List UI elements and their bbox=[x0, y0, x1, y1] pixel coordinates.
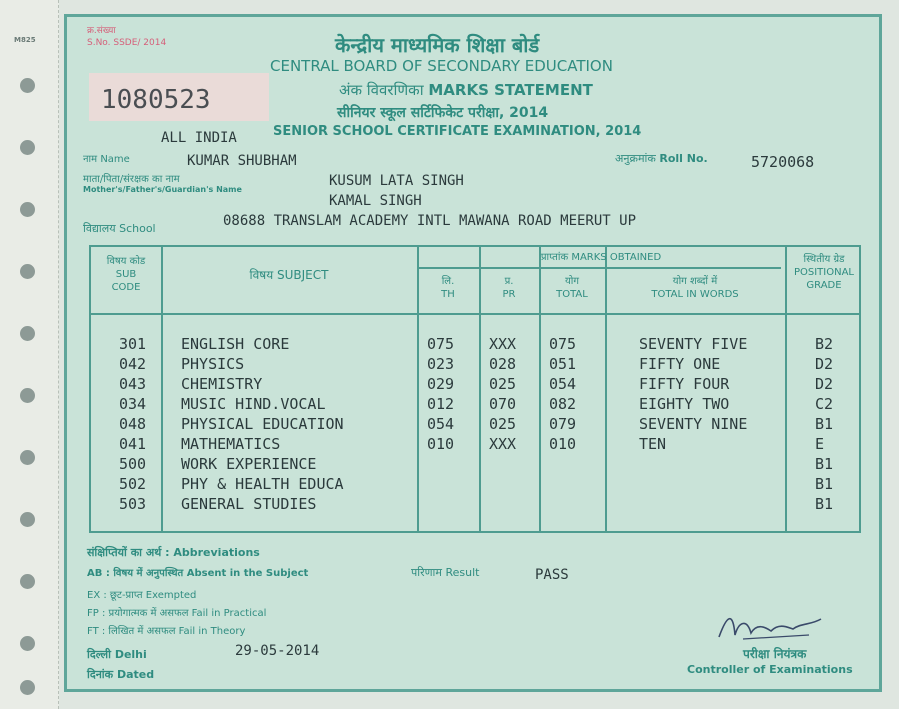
controller-signature bbox=[713, 605, 833, 645]
abbreviation-fp: FP : प्रयोगात्मक में असफल Fail in Practical bbox=[87, 608, 267, 619]
sub-code-header: विषय कोड SUB CODE bbox=[106, 256, 146, 293]
perforation-hole bbox=[20, 512, 35, 527]
serial-number: क्र.संख्या S.No. SSDE/ 2014 bbox=[87, 26, 167, 48]
roll-label: अनुक्रमांक Roll No. bbox=[615, 152, 708, 165]
result-value: PASS bbox=[535, 567, 569, 583]
perforation-hole bbox=[20, 450, 35, 465]
subject-row: 043 CHEMISTRY 029 025 054 FIFTY FOUR D2 bbox=[119, 375, 834, 393]
perforation-hole bbox=[20, 388, 35, 403]
exam-name-hindi: सीनियर स्कूल सर्टिफिकेट परीक्षा, 2014 bbox=[337, 105, 549, 121]
perforation-hole bbox=[20, 680, 35, 695]
certificate-number: 1080523 bbox=[101, 85, 211, 115]
perforation-hole bbox=[20, 202, 35, 217]
perforation-hole bbox=[20, 140, 35, 155]
perforation-hole bbox=[20, 78, 35, 93]
result-label: परिणाम Result bbox=[411, 566, 480, 579]
subject-row: 041 MATHEMATICS 010 XXX 010 TEN E bbox=[119, 435, 825, 453]
strip-code: M825 bbox=[14, 36, 36, 44]
subject-row: 034 MUSIC HIND.VOCAL 012 070 082 EIGHTY TWO C2 bbox=[119, 395, 834, 413]
father-name: KAMAL SINGH bbox=[329, 193, 422, 209]
words-header: योग शब्दों में TOTAL IN WORDS bbox=[651, 276, 739, 300]
statement-title: अंक विवरणिका MARKS STATEMENT bbox=[339, 81, 593, 99]
subject-row: 042 PHYSICS 023 028 051 FIFTY ONE D2 bbox=[119, 355, 834, 373]
dated-label: दिनांक Dated bbox=[87, 668, 155, 681]
school-name: 08688 TRANSLAM ACADEMY INTL MAWANA ROAD MEERUT UP bbox=[223, 213, 637, 229]
subject-row: 500 WORK EXPERIENCE B1 bbox=[119, 455, 834, 473]
board-name: CENTRAL BOARD OF SECONDARY EDUCATION bbox=[270, 57, 613, 75]
abbreviation-ex: EX : छूट-प्राप्त Exempted bbox=[87, 590, 197, 601]
name-label: नाम Name bbox=[83, 154, 130, 165]
subject-row: 048 PHYSICAL EDUCATION 054 025 079 SEVENTY NINE B1 bbox=[119, 415, 834, 433]
issue-date: 29-05-2014 bbox=[235, 643, 320, 659]
parent-label: Mother's/Father's/Guardian's Name bbox=[83, 185, 242, 194]
subject-row: 503 GENERAL STUDIES B1 bbox=[119, 495, 834, 513]
perforation-hole bbox=[20, 264, 35, 279]
school-label: विद्यालय School bbox=[83, 222, 156, 235]
subject-row: 301 ENGLISH CORE 075 XXX 075 SEVENTY FIVE B2 bbox=[119, 335, 834, 353]
controller-title: Controller of Examinations bbox=[687, 663, 853, 676]
board-name-hindi: केन्द्रीय माध्यमिक शिक्षा बोर्ड bbox=[335, 33, 540, 57]
candidate-name: KUMAR SHUBHAM bbox=[187, 153, 297, 169]
subject-row: 502 PHY & HEALTH EDUCA B1 bbox=[119, 475, 834, 493]
perforation-hole bbox=[20, 326, 35, 341]
perforated-strip bbox=[0, 0, 59, 709]
abbreviation-ft: FT : लिखित में असफल Fail in Theory bbox=[87, 626, 246, 637]
perforation-hole bbox=[20, 636, 35, 651]
exam-name: SENIOR SCHOOL CERTIFICATE EXAMINATION, 2014 bbox=[273, 124, 642, 139]
marks-obtained-header: प्राप्तांक MARKS OBTAINED bbox=[540, 252, 662, 263]
controller-title-hindi: परीक्षा नियंत्रक bbox=[743, 647, 807, 661]
marks-table bbox=[89, 245, 861, 533]
place: दिल्ली Delhi bbox=[87, 648, 147, 661]
pr-header: प्र. PR bbox=[502, 276, 516, 300]
abbreviation-ab: AB : विषय में अनुपस्थित Absent in the Subject bbox=[87, 568, 309, 579]
marks-statement-sheet bbox=[64, 14, 882, 692]
grade-header: स्थितीय ग्रेड POSITIONAL GRADE bbox=[793, 254, 855, 291]
perforation-hole bbox=[20, 574, 35, 589]
mother-name: KUSUM LATA SINGH bbox=[329, 173, 464, 189]
total-header: योग TOTAL bbox=[556, 276, 588, 300]
subject-header: विषय SUBJECT bbox=[249, 268, 329, 282]
parent-label-hindi: माता/पिता/संरक्षक का नाम bbox=[83, 174, 180, 185]
th-header: लि. TH bbox=[441, 276, 455, 300]
abbreviations-heading: संक्षिप्तियों का अर्थ : Abbreviations bbox=[87, 546, 260, 559]
all-india-label: ALL INDIA bbox=[161, 130, 237, 146]
roll-number: 5720068 bbox=[751, 153, 815, 171]
